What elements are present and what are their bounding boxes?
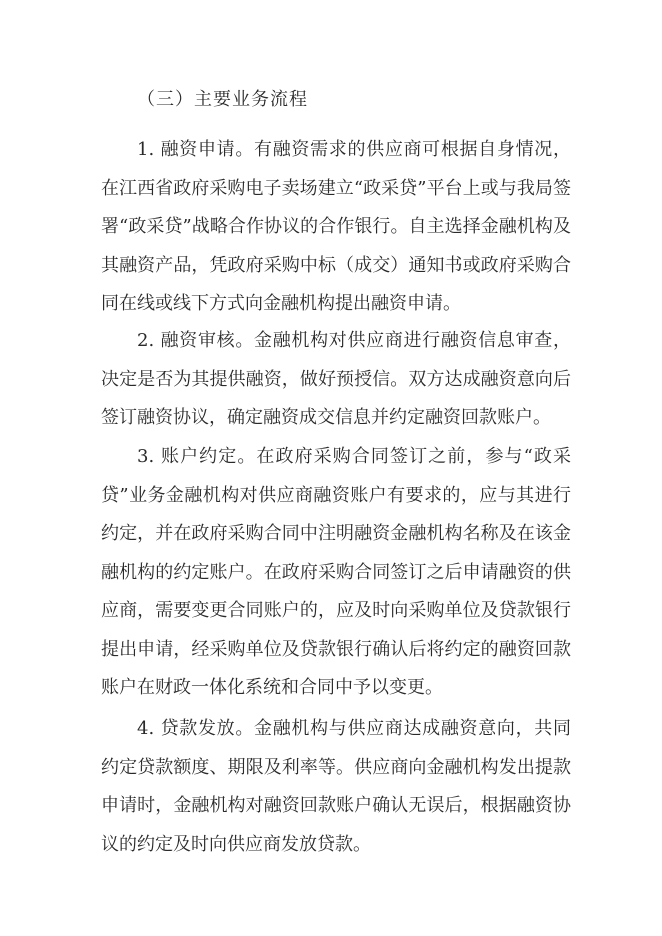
section-title: （三）主要业务流程 xyxy=(137,89,308,110)
paragraph-financing-application: 1. 融资申请。有融资需求的供应商可根据自身情况，在江西省政府采购电子卖场建立“政采贷”平台上或与我局签署“政采贷”战略合作协议的合作银行。自主选择金融机构及其融资产品，凭政府采购中标（成交）通知书或政府采购合同在线或线下方式向金融机构提出融资申请。 xyxy=(101,139,571,314)
paragraph-loan-disbursement: 4. 贷款发放。金融机构与供应商达成融资意向，共同约定贷款额度、期限及利率等。供应商向金融机构发出提款申请时，金融机构对融资回款账户确认无误后，根据融资协议的约定及时向供应商发放贷款。 xyxy=(101,718,571,855)
paragraph-financing-review: 2. 融资审核。金融机构对供应商进行融资信息审查，决定是否为其提供融资，做好预授信。双方达成融资意向后签订融资协议，确定融资成交信息并约定融资回款账户。 xyxy=(101,330,571,428)
paragraph-account-agreement: 3. 账户约定。在政府采购合同签订之前，参与“政采贷”业务金融机构对供应商融资账户有要求的，应与其进行约定，并在政府采购合同中注明融资金融机构名称及在该金融机构的约定账户。在政府采购合同签订之后申请融资的供应商，需要变更合同账户的，应及时向采购单位及贷款银行提出申请，经采购单位及贷款银行确认后将约定的融资回款账户在财政一体化系统和合同中予以变更。 xyxy=(101,446,571,698)
